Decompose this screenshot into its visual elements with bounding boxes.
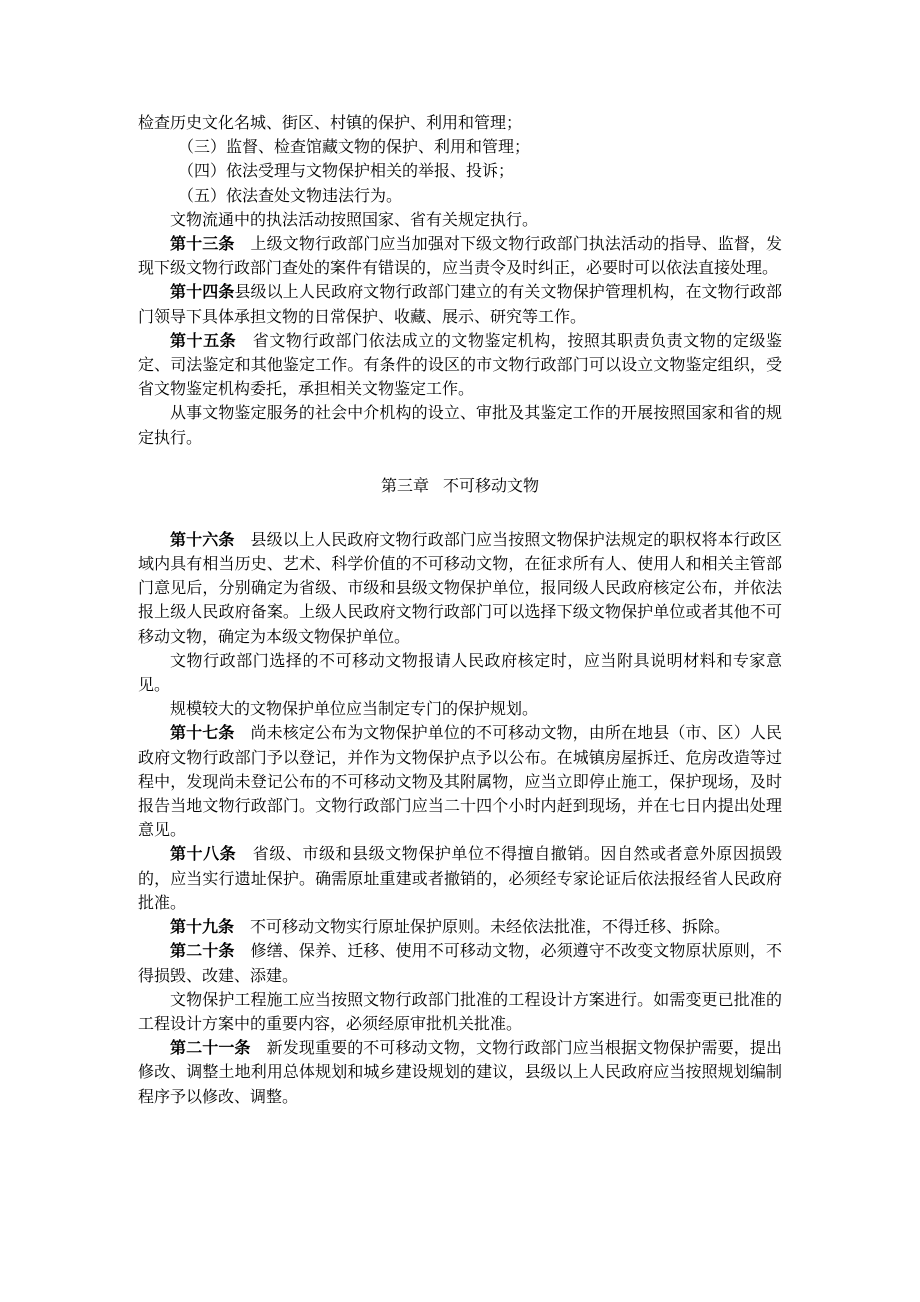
article-13-label: 第十三条: [170, 234, 235, 254]
list-item-5: （五）依法查处文物违法行为。: [178, 185, 403, 205]
article-17: [138, 721, 782, 842]
chapter-number: 第三章: [380, 475, 429, 495]
article-14-text: 县级以上人民政府文物行政部门建立的有关文物保护管理机构，在文物行政部门领导下具体承担文物的日常保护、收藏、展示、研究等工作。: [138, 282, 782, 326]
article-20: [138, 939, 782, 987]
article-20-paragraph-2: 文物保护工程施工应当按照文物行政部门批准的工程设计方案进行。如需变更已批准的工程设计方案中的重要内容，必须经原审批机关批准。: [138, 989, 782, 1033]
article-17-label: 第十七条: [170, 723, 235, 743]
article-16-text: 县级以上人民政府文物行政部门应当按照文物保护法规定的职权将本行政区域内具有相当历史、艺术、科学价值的不可移动文物，在征求所有人、使用人和相关主管部门意见后，分别确定为省级、市级和县级文物保护单位，报同级人民政府核定公布，并依法报上级人民政府备案。上级人民政府文物行政部门可以选择下级文物保护单位或者其他不可移动文物，确定为本级文物保护单位。: [138, 529, 782, 646]
article-16-paragraph-2: 文物行政部门选择的不可移动文物报请人民政府核定时，应当附具说明材料和专家意见。: [138, 650, 782, 695]
article-19: [138, 915, 782, 939]
article-21: [138, 1036, 782, 1109]
article-17-text: 尚未核定公布为文物保护单位的不可移动文物，由所在地县（市、区）人民政府文物行政部门予以登记，并作为文物保护点予以公布。在城镇房屋拆迁、危房改造等过程中，发现尚未登记公布的不可移动文物及其附属物，应当立即停止施工，保护现场，及时报告当地文物行政部门。文物行政部门应当二十四个小时内赶到现场，并在七日内提出处理意见。: [138, 723, 782, 840]
paragraph-circulation: 文物流通中的执法活动按照国家、省有关规定执行。: [170, 209, 539, 229]
list-item-3: （三）监督、检查馆藏文物的保护、利用和管理；: [178, 137, 531, 157]
article-18-label: 第十八条: [170, 844, 237, 864]
article-20-text: 修缮、保养、迁移、使用不可移动文物，必须遵守不改变文物原状原则，不得损毁、改建、添建。: [138, 941, 782, 985]
chapter-title: 不可移动文物: [443, 475, 540, 495]
paragraph-continuation: 检查历史文化名城、街区、村镇的保护、利用和管理；: [138, 113, 523, 132]
article-16-paragraph-3: 规模较大的文物保护单位应当制定专门的保护规划。: [170, 699, 539, 719]
article-15-paragraph-2: 从事文物鉴定服务的社会中介机构的设立、审批及其鉴定工作的开展按照国家和省的规定执行。: [138, 403, 782, 447]
article-16-label: 第十六条: [170, 529, 235, 549]
article-21-label: 第二十一条: [170, 1038, 251, 1058]
article-20-label: 第二十条: [170, 941, 235, 961]
document-page: [138, 111, 782, 1109]
article-13-text: 上级文物行政部门应当加强对下级文物行政部门执法活动的指导、监督，发现下级文物行政部门查处的案件有错误的，应当责令及时纠正，必要时可以依法直接处理。: [138, 234, 782, 278]
article-18: [138, 842, 782, 915]
article-19-text: 不可移动文物实行原址保护原则。未经依法批准，不得迁移、拆除。: [250, 917, 731, 937]
article-14: [138, 280, 782, 328]
article-19-label: 第十九条: [170, 917, 235, 937]
article-15-text: 省文物行政部门依法成立的文物鉴定机构，按照其职责负责文物的定级鉴定、司法鉴定和其他鉴定工作。有条件的设区的市文物行政部门可以设立文物鉴定组织，受省文物鉴定机构委托，承担相关文物鉴定工作。: [138, 330, 782, 399]
list-item-4: （四）依法受理与文物保护相关的举报、投诉；: [178, 161, 515, 181]
article-18-text: 省级、市级和县级文物保护单位不得擅自撤销。因自然或者意外原因损毁的，应当实行遗址保护。确需原址重建或者撤销的，必须经专家论证后依法报经省人民政府批准。: [138, 844, 782, 912]
article-16: [138, 528, 782, 649]
article-15: [138, 329, 782, 402]
chapter-heading: [138, 474, 782, 498]
article-13: [138, 232, 782, 280]
article-14-label: 第十四条: [170, 282, 235, 302]
article-15-label: 第十五条: [170, 330, 237, 350]
article-21-text: 新发现重要的不可移动文物，文物行政部门应当根据文物保护需要，提出修改、调整土地利用总体规划和城乡建设规划的建议，县级以上人民政府应当按照规划编制程序予以修改、调整。: [138, 1038, 782, 1106]
